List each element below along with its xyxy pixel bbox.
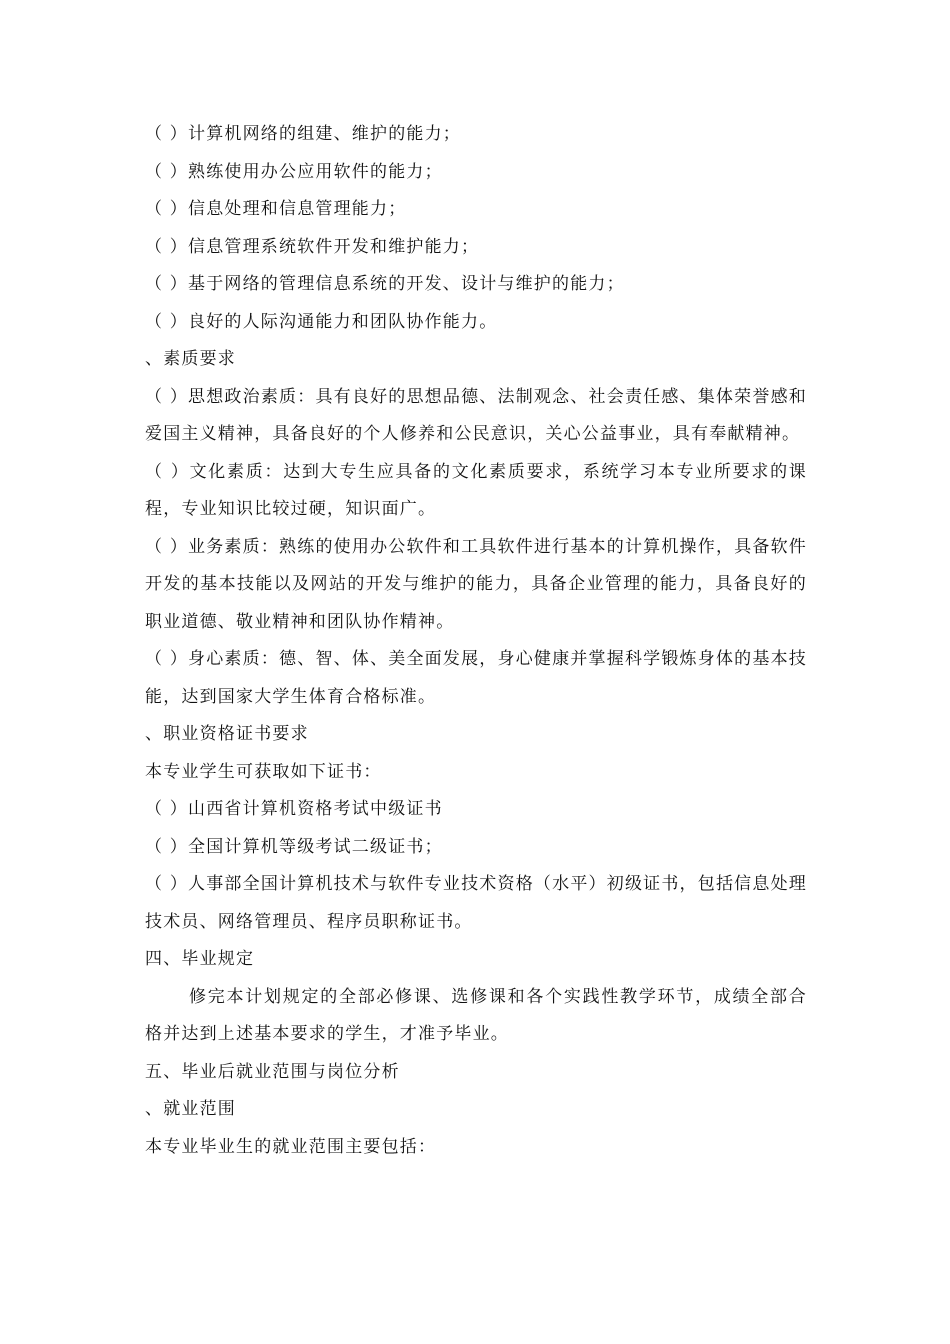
section5-heading: 五、毕业后就业范围与岗位分析 [145, 1061, 400, 1082]
employment-intro: 本专业毕业生的就业范围主要包括： [145, 1136, 437, 1157]
quality-item: （ ）文化素质：达到大专生应具备的文化素质要求，系统学习本专业所要求的课程，专业知识比较过硬，知识面广。 [145, 461, 807, 519]
quality-heading: 、素质要求 [145, 349, 236, 369]
cert-item: （ ）山西省计算机资格考试中级证书 [145, 799, 443, 819]
ability-item: （ ）熟练使用办公应用软件的能力； [145, 161, 443, 182]
cert-heading: 、职业资格证书要求 [145, 724, 309, 744]
cert-intro: 本专业学生可获取如下证书： [145, 761, 382, 782]
ability-item: （ ）信息处理和信息管理能力； [145, 199, 407, 219]
quality-item: （ ）身心素质：德、智、体、美全面发展，身心健康并掌握科学锻炼身体的基本技能，达到国家大学生体育合格标准。 [145, 649, 807, 707]
employment-heading: 、就业范围 [145, 1099, 236, 1119]
ability-item: （ ）基于网络的管理信息系统的开发、设计与维护的能力； [145, 274, 625, 294]
section4-heading: 四、毕业规定 [145, 949, 255, 969]
section4-body: 修完本计划规定的全部必修课、选修课和各个实践性教学环节，成绩全部合格并达到上述基本要求的学生，才准予毕业。 [145, 986, 807, 1044]
quality-item: （ ）业务素质：熟练的使用办公软件和工具软件进行基本的计算机操作，具备软件开发的基本技能以及网站的开发与维护的能力，具备企业管理的能力，具备良好的职业道德、敬业精神和团队协作精神。 [145, 536, 807, 632]
ability-item: （ ）信息管理系统软件开发和维护能力； [145, 236, 480, 257]
ability-item: （ ）良好的人际沟通能力和团队协作能力。 [145, 311, 498, 332]
quality-item: （ ）思想政治素质：具有良好的思想品德、法制观念、社会责任感、集体荣誉感和爱国主义精神，具备良好的个人修养和公民意识，关心公益事业，具有奉献精神。 [145, 386, 807, 444]
cert-item: （ ）全国计算机等级考试二级证书； [145, 836, 443, 857]
cert-item: （ ）人事部全国计算机技术与软件专业技术资格（水平）初级证书，包括信息处理技术员、网络管理员、程序员职称证书。 [145, 874, 807, 932]
ability-item: （ ）计算机网络的组建、维护的能力； [145, 124, 462, 144]
document-page [145, 116, 807, 1166]
